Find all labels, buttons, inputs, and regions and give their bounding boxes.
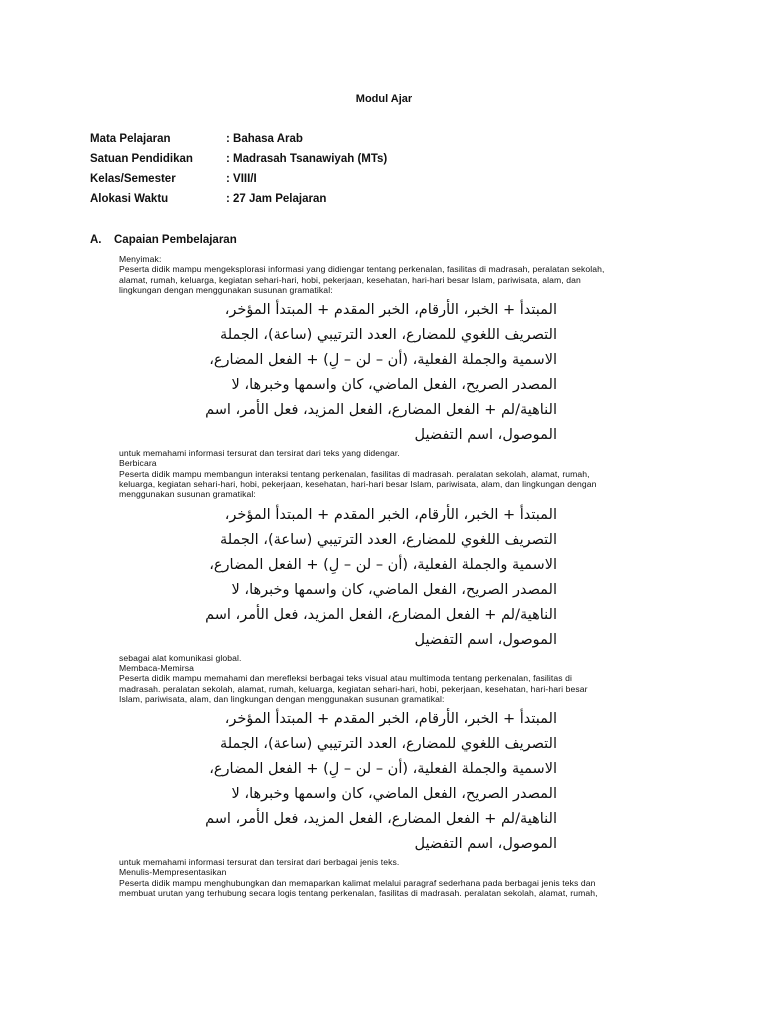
arabic-grammar-list <box>205 298 557 448</box>
section-title: Capaian Pembelajaran <box>114 234 237 246</box>
arabic-line: الاسمية والجملة الفعلية، (أن – لن – لِ) + الفعل المضارع، <box>209 352 557 369</box>
paragraph-line: untuk memahami informasi tersurat dan tersirat dari teks yang didengar. <box>119 448 400 459</box>
paragraph-line: membuat urutan yang terhubung secara logis tentang perkenalan, fasilitas di madrasah. peralatan sekolah, alamat, rumah, <box>119 888 598 899</box>
paragraph-line: Peserta didik mampu membangun interaksi tentang perkenalan, fasilitas di madrasah. peralatan sekolah, alamat, rumah, <box>119 468 590 479</box>
arabic-line: الناهية/لم + الفعل المضارع، الفعل المزيد، فعل الأمر، اسم <box>205 606 557 623</box>
metadata-table <box>90 132 690 212</box>
arabic-line: الاسمية والجملة الفعلية، (أن – لن – لِ) + الفعل المضارع، <box>209 761 557 778</box>
paragraph-line: Peserta didik mampu menghubungkan dan memaparkan kalimat melalui paragraf sederhana pada berbagai jenis teks dan <box>119 877 596 888</box>
arabic-line: الموصول، اسم التفضيل <box>414 427 557 444</box>
block-heading: Berbicara <box>119 458 157 469</box>
paragraph-line: sebagai alat komunikasi global. <box>119 652 242 663</box>
arabic-line: الاسمية والجملة الفعلية، (أن – لن – لِ) + الفعل المضارع، <box>209 556 557 573</box>
arabic-line: الموصول، اسم التفضيل <box>414 836 557 853</box>
arabic-line: التصريف اللغوي للمضارع، العدد الترتيبي (ساعة)، الجملة <box>219 531 557 548</box>
meta-value: : VIII/I <box>226 173 257 185</box>
meta-label: Satuan Pendidikan <box>90 153 193 165</box>
arabic-grammar-list <box>205 707 557 857</box>
arabic-grammar-list <box>205 503 557 653</box>
block-heading: Menyimak: <box>119 254 162 264</box>
paragraph-line: keluarga, kegiatan sehari-hari, hobi, pekerjaan, kesehatan, hari-hari besar Islam, pariwisata, alam, dan lingkungan dengan <box>119 479 597 490</box>
meta-label: Alokasi Waktu <box>90 193 169 205</box>
section-number: A. <box>90 234 102 246</box>
arabic-line: المصدر الصريح، الفعل الماضي، كان واسمها وخبرها، لا <box>231 377 557 394</box>
arabic-line: المصدر الصريح، الفعل الماضي، كان واسمها وخبرها، لا <box>231 581 557 598</box>
paragraph-line: lingkungan dengan menggunakan susunan gramatikal: <box>119 284 333 295</box>
arabic-line: المبتدأ + الخبر، الأرقام، الخبر المقدم + المبتدأ المؤخر، <box>224 506 557 523</box>
meta-value: : Madrasah Tsanawiyah (MTs) <box>226 153 388 165</box>
arabic-line: الناهية/لم + الفعل المضارع، الفعل المزيد، فعل الأمر، اسم <box>205 811 557 828</box>
meta-row <box>90 152 690 172</box>
meta-label: Mata Pelajaran <box>90 133 171 145</box>
arabic-line: المبتدأ + الخبر، الأرقام، الخبر المقدم + المبتدأ المؤخر، <box>224 711 557 728</box>
document-title: Modul Ajar <box>355 93 413 105</box>
meta-label: Kelas/Semester <box>90 173 176 185</box>
paragraph-line: Peserta didik mampu mengeksplorasi informasi yang didiengar tentang perkenalan, fasilitas di madrasah, peralatan sekolah, <box>119 264 605 275</box>
arabic-line: التصريف اللغوي للمضارع، العدد الترتيبي (ساعة)، الجملة <box>219 736 557 753</box>
meta-row <box>90 192 690 212</box>
paragraph-line: menggunakan susunan gramatikal: <box>119 489 256 500</box>
meta-row <box>90 132 690 152</box>
paragraph-line: madrasah. peralatan sekolah, alamat, rumah, keluarga, kegiatan sehari-hari, hobi, pekerjaan, kesehatan, hari-hari besar <box>119 683 588 694</box>
arabic-line: الناهية/لم + الفعل المضارع، الفعل المزيد، فعل الأمر، اسم <box>205 402 557 419</box>
block-heading: Membaca-Memirsa <box>119 662 195 673</box>
meta-value: : Bahasa Arab <box>226 133 303 145</box>
paragraph-line: untuk memahami informasi tersurat dan tersirat dari berbagai jenis teks. <box>119 857 400 868</box>
arabic-line: الموصول، اسم التفضيل <box>414 631 557 648</box>
paragraph-line: Islam, pariwisata, alam, dan lingkungan dengan menggunakan susunan gramatikal: <box>119 693 445 704</box>
meta-row <box>90 172 690 192</box>
paragraph-line: alamat, rumah, keluarga, kegiatan sehari-hari, hobi, pekerjaan, kesehatan, hari-hari besar Islam, pariwisata, alam, dan <box>119 274 581 285</box>
meta-value: : 27 Jam Pelajaran <box>226 193 327 205</box>
arabic-line: التصريف اللغوي للمضارع، العدد الترتيبي (ساعة)، الجملة <box>219 327 557 344</box>
paragraph-line: Peserta didik mampu memahami dan merefleksi berbagai teks visual atau multimoda tentang perkenalan, fasilitas di <box>119 673 573 684</box>
arabic-line: المصدر الصريح، الفعل الماضي، كان واسمها وخبرها، لا <box>231 786 557 803</box>
section-body <box>119 254 679 898</box>
section-heading <box>90 234 237 246</box>
arabic-line: المبتدأ + الخبر، الأرقام، الخبر المقدم + المبتدأ المؤخر، <box>224 302 557 319</box>
block-heading: Menulis-Mempresentasikan <box>119 867 227 878</box>
